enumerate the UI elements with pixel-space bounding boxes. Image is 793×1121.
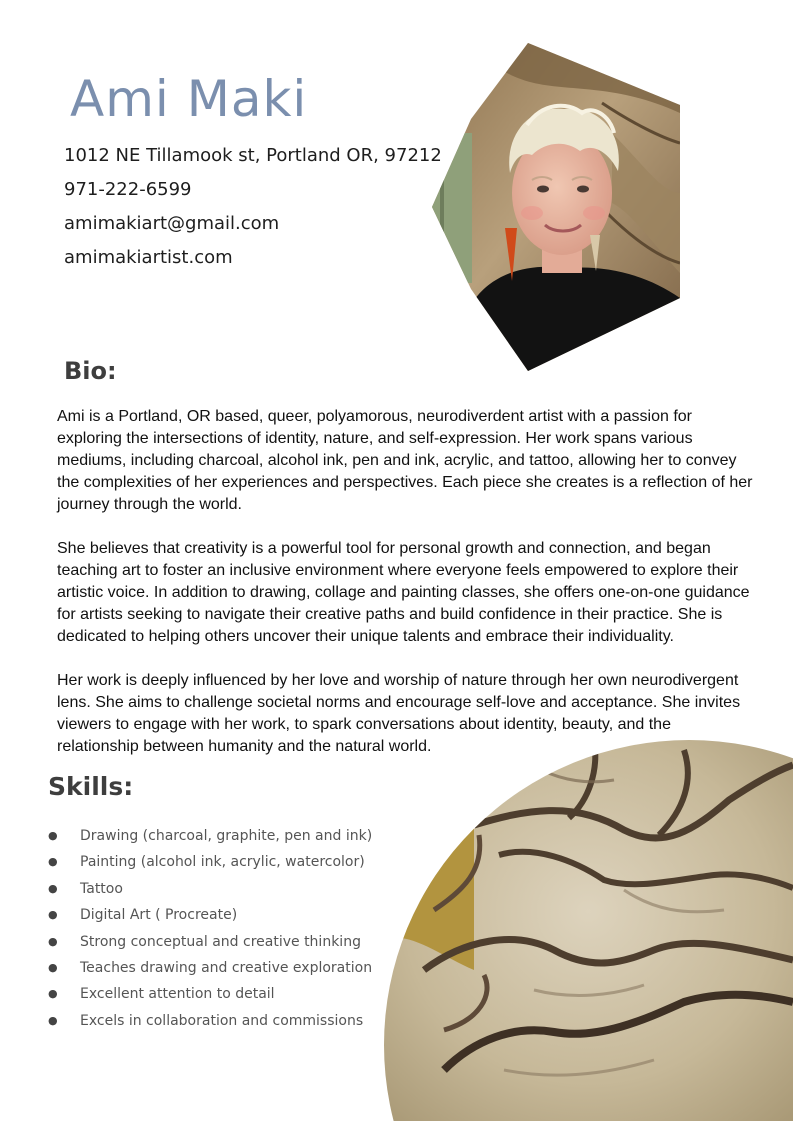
skill-item [48, 902, 372, 928]
bullet-icon: ● [48, 934, 58, 948]
skill-item [48, 849, 372, 875]
skill-label: Digital Art ( Procreate) [80, 907, 238, 924]
bullet-icon: ● [48, 1013, 58, 1027]
bullet-icon: ● [48, 855, 58, 869]
skill-item [48, 981, 372, 1007]
skills-heading: Skills: [48, 772, 134, 801]
bio-heading: Bio: [64, 357, 117, 385]
skill-label: Teaches drawing and creative exploration [80, 959, 373, 976]
artist-name: Ami Maki [70, 70, 308, 128]
skill-label: Drawing (charcoal, graphite, pen and ink) [80, 828, 373, 844]
artwork-image [384, 740, 793, 1121]
portrait-photo [432, 43, 680, 373]
skill-item [48, 1008, 372, 1034]
skill-item [48, 955, 372, 981]
bullet-icon: ● [48, 881, 58, 895]
website[interactable]: amimakiartist.com [64, 247, 233, 268]
address: 1012 NE Tillamook st, Portland OR, 97212 [64, 145, 442, 166]
bullet-icon: ● [48, 908, 58, 922]
bio-text [57, 406, 757, 780]
skill-label: Strong conceptual and creative thinking [80, 933, 361, 950]
skill-label: Excellent attention to detail [80, 986, 275, 1003]
bullet-icon: ● [48, 829, 58, 842]
skill-item [48, 823, 372, 849]
skill-label: Excels in collaboration and commissions [80, 1012, 364, 1029]
skill-label: Painting (alcohol ink, acrylic, watercolor) [80, 854, 365, 871]
bullet-icon: ● [48, 960, 58, 974]
phone-number: 971-222-6599 [64, 179, 192, 200]
bullet-icon: ● [48, 987, 58, 1001]
skill-item [48, 929, 372, 955]
email[interactable]: amimakiart@gmail.com [64, 213, 280, 234]
skill-label: Tattoo [80, 880, 123, 897]
bio-paragraph: Ami is a Portland, OR based, queer, polyamorous, neurodiverdent artist with a passion for exploring the intersections of identity, nature, and self-expression. Her work spans various mediums, including charcoal, alcohol ink, pen and ink, acrylic, and tattoo, allowing her to convey the complexities of her experiences and perspectives. Each piece she creates is a reflection of her journey through the world. [57, 408, 753, 513]
bio-paragraph: Her work is deeply influenced by her love and worship of nature through her own neurodivergent lens. She aims to challenge societal norms and encourage self-love and acceptance. She invites viewers to engage with her work, to spark conversations about identity, beauty, and the relationship between humanity and the natural world. [57, 672, 741, 755]
skill-item [48, 876, 372, 902]
skills-list [48, 823, 372, 1034]
contact-info [64, 143, 442, 279]
bio-paragraph: She believes that creativity is a powerful tool for personal growth and connection, and began teaching art to foster an inclusive environment where everyone feels empowered to explore their artistic voice. In addition to drawing, collage and painting classes, she offers one-on-one guidance for artists seeking to navigate their creative paths and build confidence in their practice. She is dedicated to helping others uncover their unique talents and embrace their individuality. [57, 540, 750, 645]
